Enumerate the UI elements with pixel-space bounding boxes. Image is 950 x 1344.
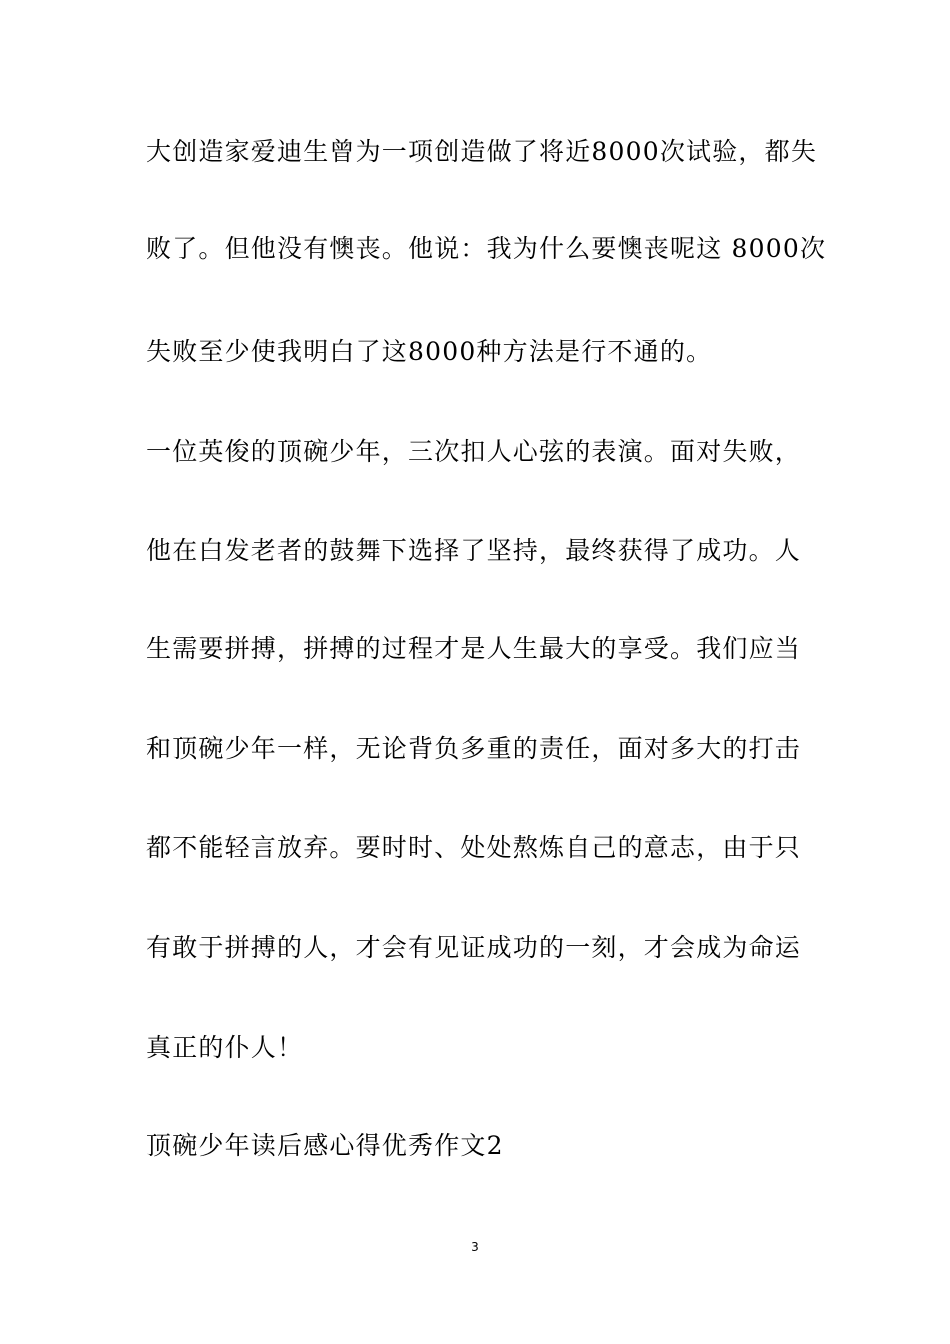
paragraph-line: 真正的仆人！ [146,1033,304,1062]
paragraph-line: 生需要拼搏，拼搏的过程才是人生最大的享受。我们应当 [146,634,802,663]
paragraph-line: 和顶碗少年一样，无论背负多重的责任，面对多大的打击 [146,734,802,763]
paragraph-line: 大创造家爱迪生曾为一项创造做了将近8000次试验，都失 [146,137,818,166]
paragraph-line: 一位英俊的顶碗少年，三次扣人心弦的表演。面对失败， [146,437,802,466]
paragraph-line: 败了。但他没有懊丧。他说：我为什么要懊丧呢这 8000次 [146,234,827,263]
paragraph-line: 有敢于拼搏的人，才会有见证成功的一刻，才会成为命运 [146,933,802,962]
paragraph-line: 失败至少使我明白了这8000种方法是行不通的。 [146,337,713,366]
paragraph-line: 都不能轻言放弃。要时时、处处熬炼自己的意志，由于只 [146,833,802,862]
paragraph-line: 他在白发老者的鼓舞下选择了坚持，最终获得了成功。人 [146,536,802,565]
page-number: 3 [471,1240,479,1254]
section-heading: 顶碗少年读后感心得优秀作文2 [146,1131,504,1160]
